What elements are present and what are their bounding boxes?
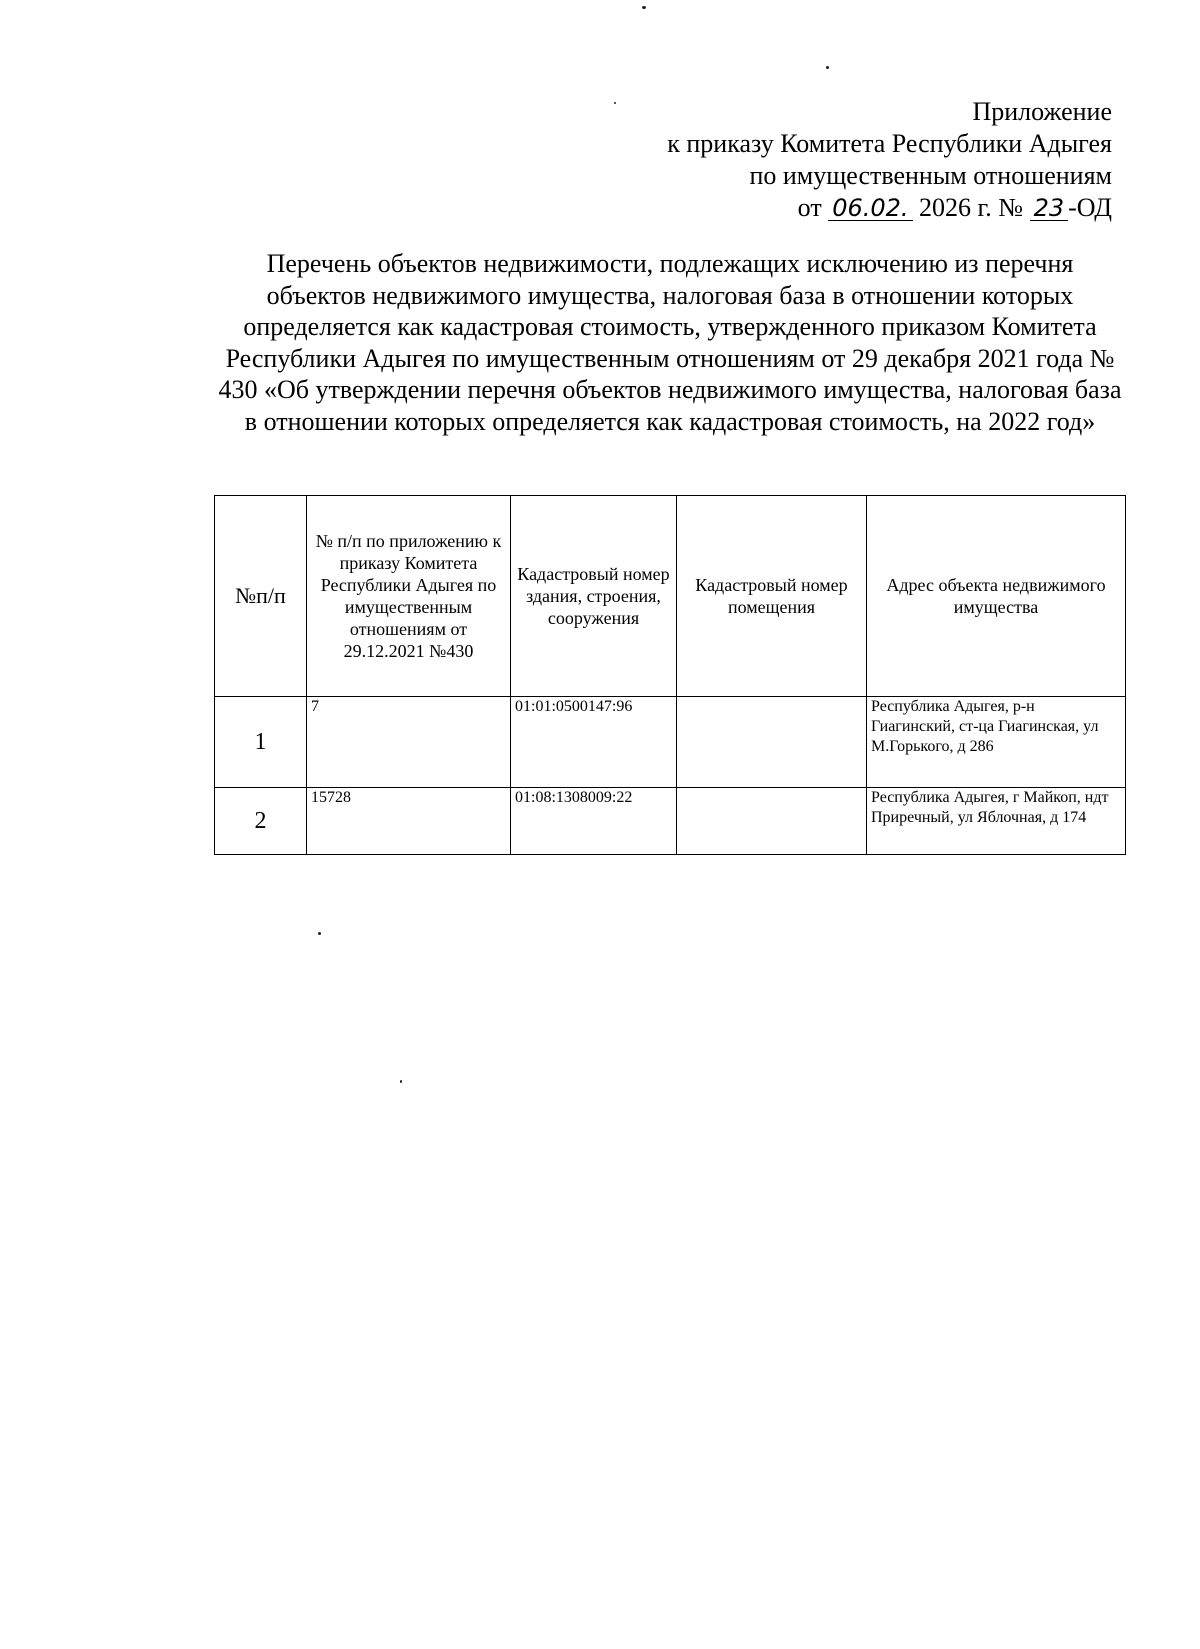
cell-room-cadastral: [677, 697, 867, 788]
cell-annex-num: 15728: [307, 788, 511, 855]
scan-speck: [400, 1080, 402, 1083]
annex-committee-line: по имущественным отношениям: [749, 161, 1112, 190]
annex-number-suffix: -ОД: [1068, 193, 1112, 222]
annex-label: Приложение: [972, 97, 1112, 126]
scan-speck: [642, 6, 646, 9]
cell-address: Республика Адыгея, г Майкоп, ндт Приречный, ул Яблочная, д 174: [867, 788, 1126, 855]
annex-date-prefix: от: [797, 193, 822, 222]
annex-date-line: [667, 192, 1112, 224]
header-building-cadastral: Кадастровый номер здания, строения, сооружения: [511, 496, 677, 697]
table-row: [215, 697, 1126, 788]
annex-header: [667, 96, 1112, 224]
cell-annex-num: 7: [307, 697, 511, 788]
scan-speck: [614, 102, 616, 104]
header-address: Адрес объекта недвижимого имущества: [867, 496, 1126, 697]
cell-num: 2: [215, 788, 307, 855]
handwritten-order-number: 23: [1030, 196, 1069, 221]
handwritten-date: 06.02.: [828, 196, 912, 221]
header-num: №п/п: [215, 496, 307, 697]
header-annex-num: № п/п по приложению к приказу Комитета Республики Адыгея по имущественным отношениям от 29.12.2021 №430: [307, 496, 511, 697]
table-row: [215, 788, 1126, 855]
scan-speck: [826, 66, 829, 69]
header-room-cadastral: Кадастровый номер помещения: [677, 496, 867, 697]
table-header-row: [215, 496, 1126, 697]
cell-building-cadastral: 01:08:1308009:22: [511, 788, 677, 855]
annex-year: 2026 г. №: [919, 193, 1024, 222]
cell-address: Республика Адыгея, р-н Гиагинский, ст-ца Гиагинская, ул М.Горького, д 286: [867, 697, 1126, 788]
cell-building-cadastral: 01:01:0500147:96: [511, 697, 677, 788]
scan-speck: [318, 932, 321, 935]
objects-table: [214, 495, 1126, 855]
annex-order-line: к приказу Комитета Республики Адыгея: [667, 129, 1112, 158]
cell-room-cadastral: [677, 788, 867, 855]
cell-num: 1: [215, 697, 307, 788]
document-title: Перечень объектов недвижимости, подлежащих исключению из перечня объектов недвижимого имущества, налоговая база в отношении которых определяется как кадастровая стоимость, утвержденного приказом Комитета Республики Адыгея по имущественным отношениям от 29 декабря 2021 года № 430 «Об утверждении перечня объектов недвижимого имущества, налоговая база в отношении которых определяется как кадастровая стоимость, на 2022 год»: [218, 249, 1122, 436]
